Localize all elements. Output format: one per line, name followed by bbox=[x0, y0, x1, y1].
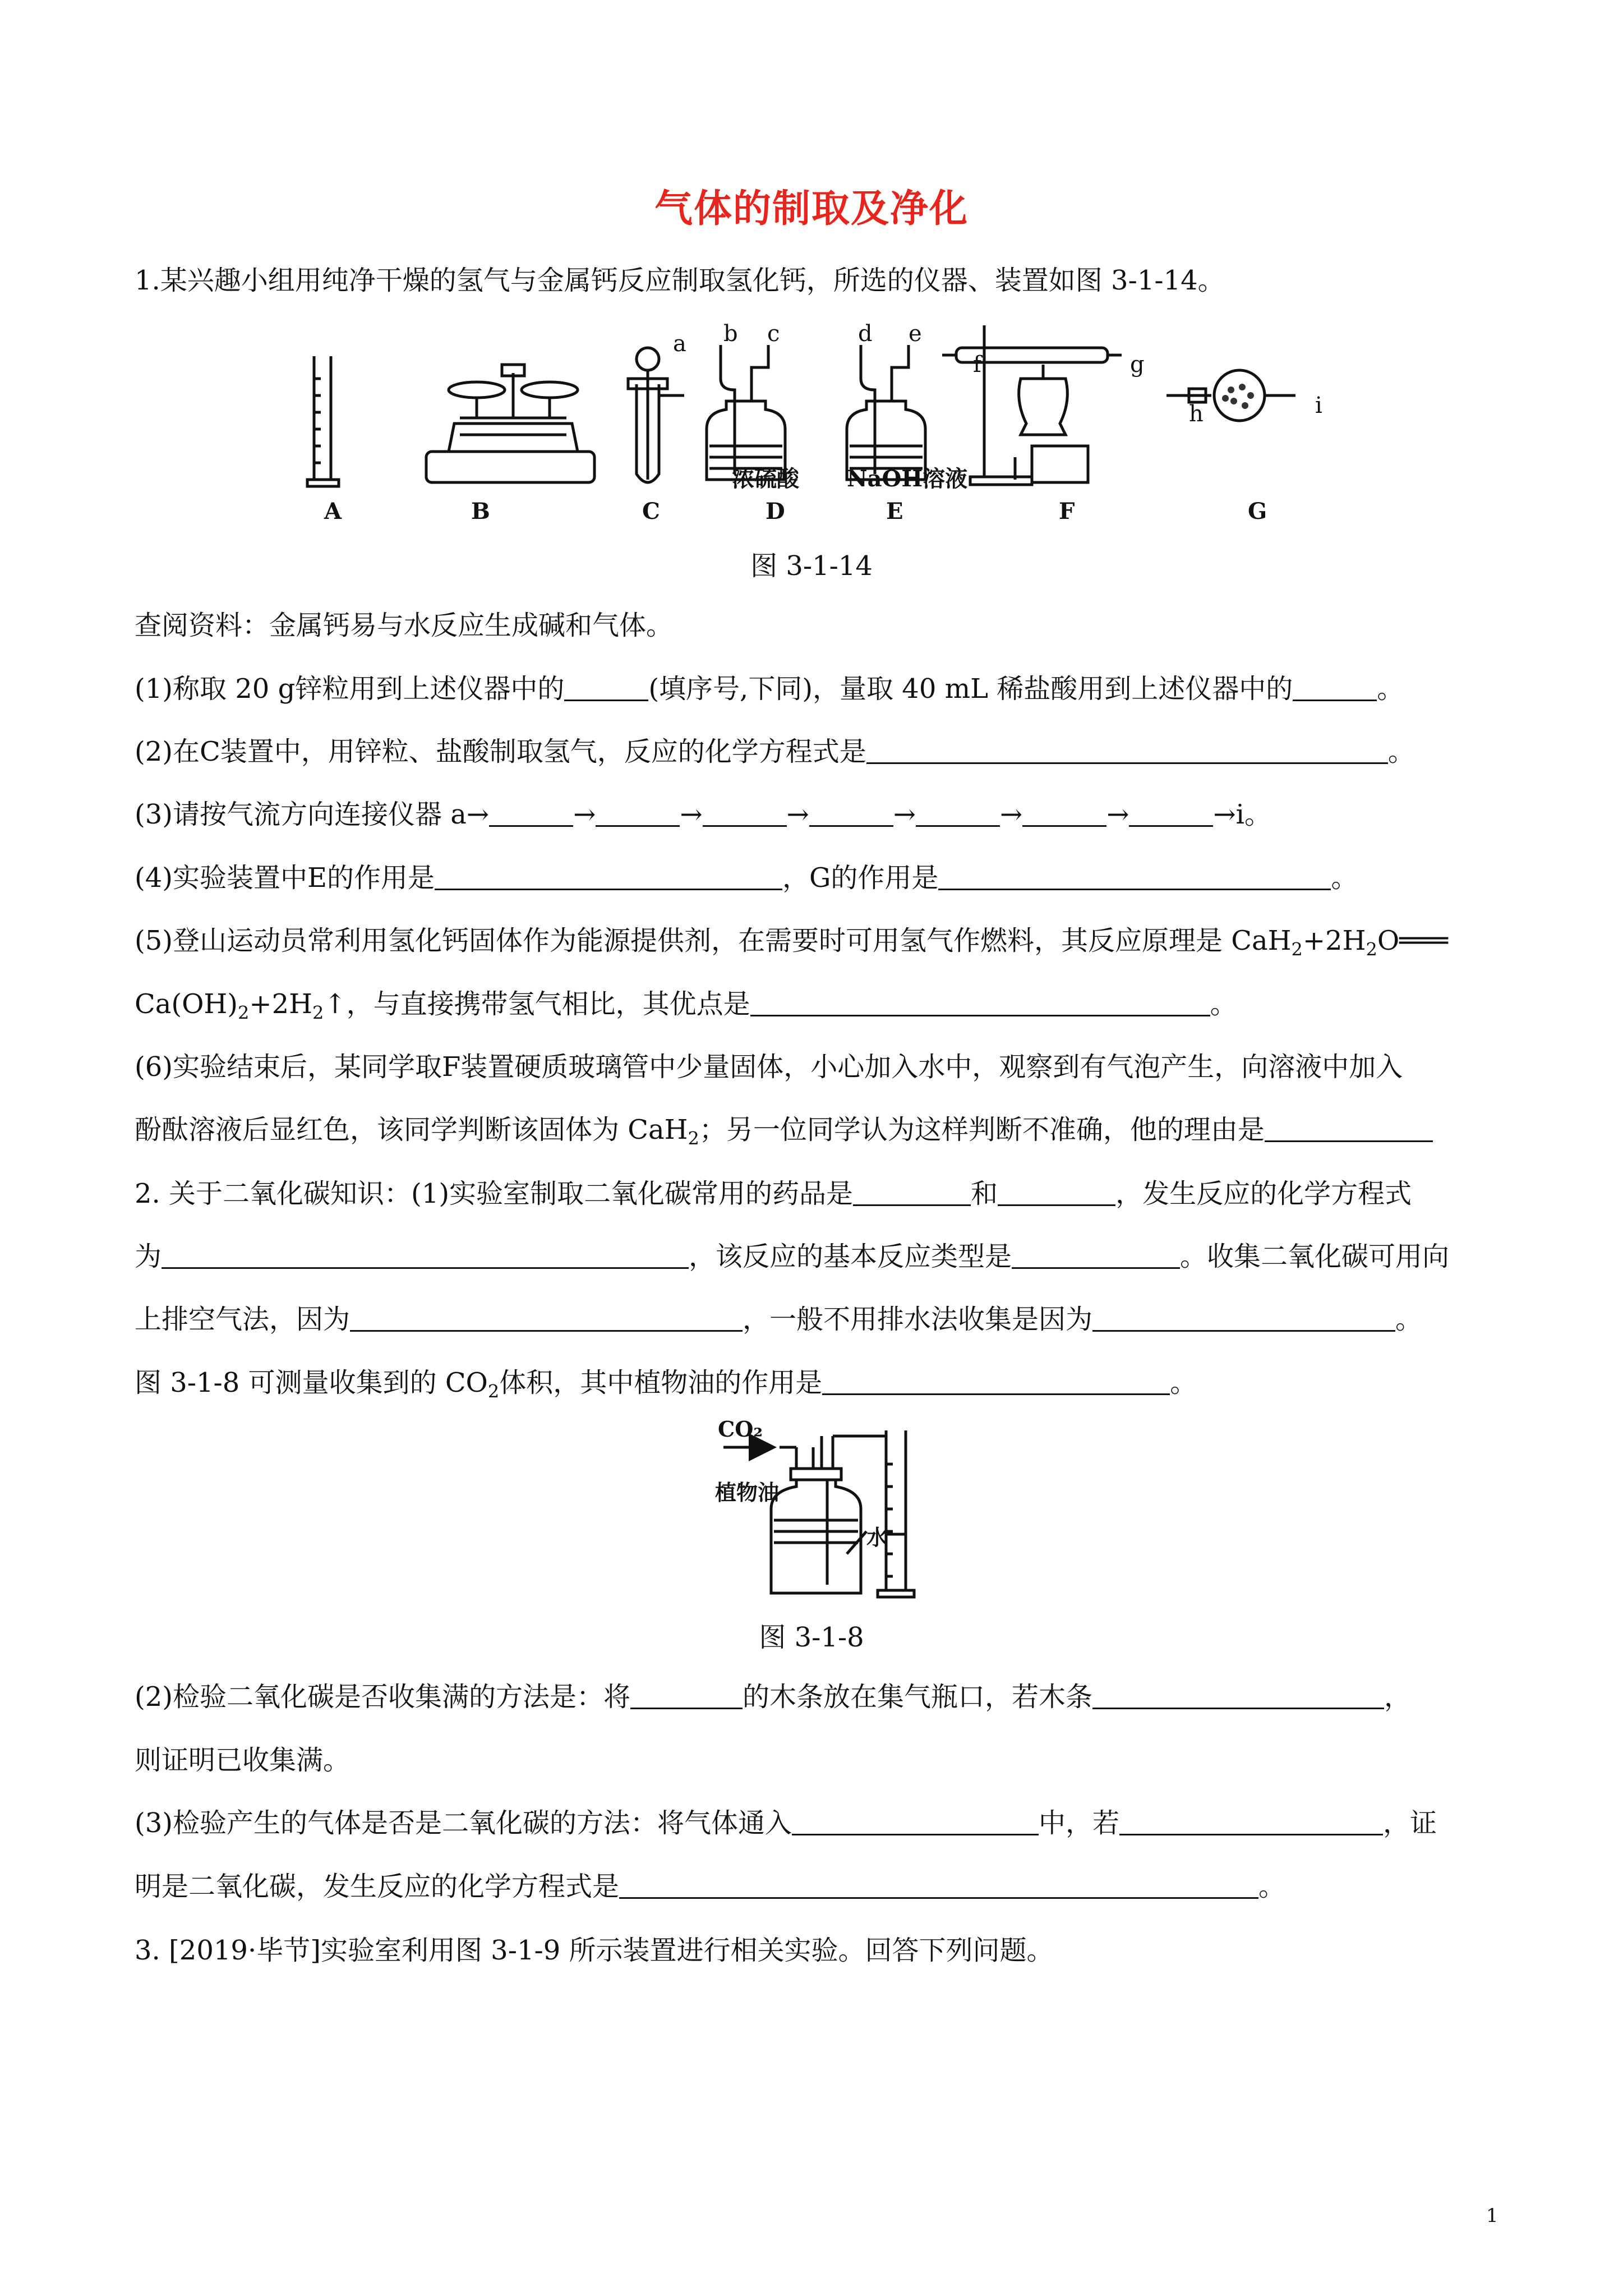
answer-blank[interactable] bbox=[350, 1305, 743, 1332]
q2-line4: 图 3-1-8 可测量收集到的 $CO_2$体积，其中植物油的作用是 。 bbox=[135, 1367, 1197, 1402]
co2-measure-figure-3-1-8 bbox=[712, 1425, 948, 1610]
apparatus-letter-e: E bbox=[886, 498, 903, 524]
port-label-d: d bbox=[858, 321, 873, 347]
answer-blank[interactable] bbox=[1012, 1243, 1180, 1269]
q1-part6-line2: 酚酞溶液后显红色，该同学判断该固体为 CaH$_2$；另一位同学认为这样判断不准确，他的理由是 bbox=[135, 1113, 1503, 1156]
apparatus-letter-d: D bbox=[766, 498, 785, 524]
answer-blank[interactable] bbox=[998, 1180, 1115, 1206]
graduated-cylinder-icon bbox=[307, 356, 339, 486]
port-label-f: f bbox=[973, 352, 981, 378]
answer-blank[interactable] bbox=[792, 1809, 1039, 1835]
apparatus-letter-f: F bbox=[1059, 498, 1075, 524]
test-tube-funnel-icon bbox=[628, 348, 684, 482]
figure-label-co2: CO₂ bbox=[718, 1416, 763, 1442]
answer-blank[interactable] bbox=[435, 864, 782, 890]
q1-part4: (4)实验装置中E的作用是 ，G的作用是 。 bbox=[135, 862, 1358, 894]
answer-blank[interactable] bbox=[162, 1243, 689, 1269]
answer-blank[interactable] bbox=[916, 800, 1000, 827]
q1-intro: 1.某兴趣小组用纯净干燥的氢气与金属钙反应制取氢化钙，所选的仪器、装置如图 3-1-14。 bbox=[135, 265, 1225, 296]
q2-part3-line1: (3)检验产生的气体是否是二氧化碳的方法：将气体通入 中，若 ，证 bbox=[135, 1807, 1437, 1839]
answer-blank[interactable] bbox=[619, 1872, 1258, 1899]
answer-blank[interactable] bbox=[630, 1683, 743, 1709]
port-label-a: a bbox=[673, 331, 686, 357]
gas-washing-bottle-d-icon bbox=[707, 345, 785, 480]
q2-part2-line1: (2)检验二氧化碳是否收集满的方法是：将 的木条放在集气瓶口，若木条 ， bbox=[135, 1681, 1412, 1713]
answer-blank[interactable] bbox=[809, 800, 893, 827]
answer-blank[interactable] bbox=[1293, 675, 1377, 701]
q2-part3-line2: 明是二氧化碳，发生反应的化学方程式是 。 bbox=[135, 1871, 1286, 1902]
answer-blank[interactable] bbox=[1092, 1683, 1384, 1709]
gas-washing-bottle-e-icon bbox=[847, 345, 925, 480]
answer-blank[interactable] bbox=[596, 800, 680, 827]
q1-part1: (1)称取 20 g锌粒用到上述仪器中的 (填序号,下同)，量取 40 mL 稀盐酸用到上述仪器中的 。 bbox=[135, 673, 1404, 705]
answer-blank[interactable] bbox=[1022, 800, 1106, 827]
answer-blank[interactable] bbox=[1092, 1305, 1395, 1332]
answer-blank[interactable] bbox=[1129, 800, 1213, 827]
figure-label-water: 水 bbox=[866, 1525, 888, 1550]
answer-blank[interactable] bbox=[1119, 1809, 1383, 1835]
reagent-label-d: 浓硫酸 bbox=[732, 466, 799, 492]
drying-tube-icon bbox=[1166, 370, 1295, 421]
answer-blank[interactable] bbox=[1265, 1116, 1433, 1142]
q3-text: 3. [2019·毕节]实验室利用图 3-1-9 所示装置进行相关实验。回答下列问题。 bbox=[135, 1935, 1054, 1966]
q2-line3: 上排空气法，因为 ，一般不用排水法收集是因为 。 bbox=[135, 1304, 1423, 1335]
port-label-c: c bbox=[767, 321, 780, 347]
answer-blank[interactable] bbox=[489, 800, 573, 827]
q2-line2: 为 ，该反应的基本反应类型是 。收集二氧化碳可用向 bbox=[135, 1241, 1450, 1272]
q1-part5-line2: $Ca(OH)_2+2H_2↑$，与直接携带氢气相比，其优点是 。 bbox=[135, 988, 1237, 1024]
answer-blank[interactable] bbox=[750, 990, 1210, 1016]
port-label-g: g bbox=[1130, 352, 1145, 378]
figure-label-vegetable-oil: 植物油 bbox=[715, 1480, 780, 1505]
apparatus-letter-b: B bbox=[471, 498, 490, 524]
port-label-i: i bbox=[1315, 393, 1322, 418]
apparatus-letter-a: A bbox=[324, 498, 342, 524]
port-label-h: h bbox=[1189, 401, 1204, 427]
q1-part5-line1: (5)登山运动员常利用氢化钙固体作为能源提供剂，在需要时可用氢气作燃料，其反应原理是 $CaH_2+2H_2O═══$ bbox=[135, 925, 1448, 960]
iron-stand-heating-icon bbox=[942, 325, 1122, 485]
answer-blank[interactable] bbox=[564, 675, 648, 701]
answer-blank[interactable] bbox=[703, 800, 787, 827]
q1-part6-line1: (6)实验结束后，某同学取F装置硬质玻璃管中少量固体，小心加入水中，观察到有气泡产生，向溶液中加入 bbox=[135, 1051, 1403, 1083]
port-label-e: e bbox=[909, 321, 922, 347]
figure-caption-3-1-8: 图 3-1-8 bbox=[759, 1622, 864, 1653]
q1-part2: (2)在C装置中，用锌粒、盐酸制取氢气，反应的化学方程式是 。 bbox=[135, 736, 1415, 767]
answer-blank[interactable] bbox=[822, 1369, 1170, 1395]
page-title: 气体的制取及净化 bbox=[654, 186, 969, 231]
answer-blank[interactable] bbox=[938, 864, 1331, 890]
reagent-label-e: NaOH溶液 bbox=[847, 466, 968, 492]
q1-part3: (3)请按气流方向连接仪器 a→ → → → → → → →i。 bbox=[135, 799, 1271, 830]
apparatus-letter-g: G bbox=[1248, 498, 1267, 524]
port-label-b: b bbox=[723, 321, 738, 347]
answer-blank[interactable] bbox=[853, 1180, 971, 1206]
q1-info: 查阅资料：金属钙易与水反应生成碱和气体。 bbox=[135, 610, 674, 641]
q2-line1: 2. 关于二氧化碳知识：(1)实验室制取二氧化碳常用的药品是 和 ，发生反应的化学方程式 bbox=[135, 1178, 1412, 1209]
page-number: 1 bbox=[1486, 2205, 1498, 2227]
q2-part2-line2: 则证明已收集满。 bbox=[135, 1745, 351, 1776]
answer-blank[interactable] bbox=[866, 738, 1388, 764]
balance-icon bbox=[426, 365, 594, 482]
figure-caption-3-1-14: 图 3-1-14 bbox=[750, 550, 873, 582]
apparatus-letter-c: C bbox=[642, 498, 660, 524]
